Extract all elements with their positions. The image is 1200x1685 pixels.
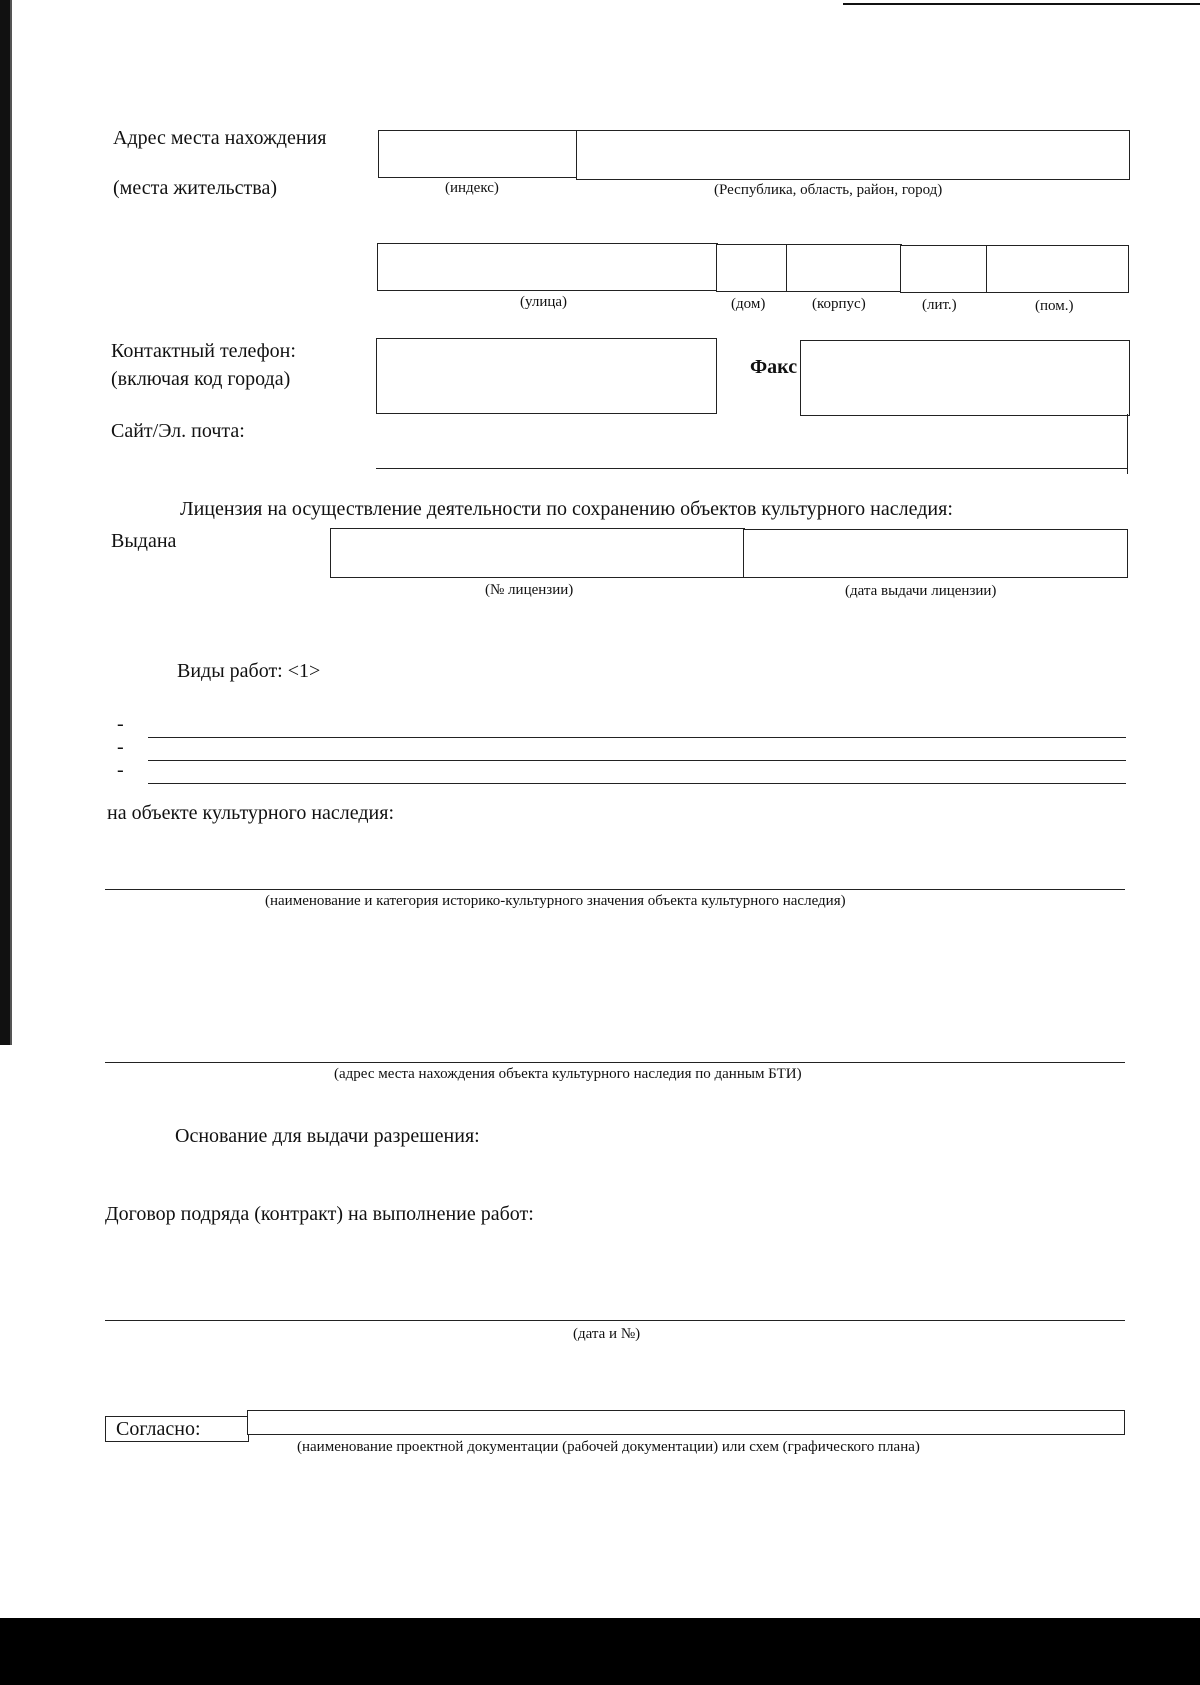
scan-left-edge-thin-line [10, 0, 12, 1045]
fax-label: Факс [750, 356, 798, 378]
contract-label: Договор подряда (контракт) на выполнение работ: [105, 1203, 534, 1225]
region-city-caption: (Республика, область, район, город) [714, 182, 943, 198]
license-date-caption: (дата выдачи лицензии) [845, 583, 997, 599]
work-type-bullet: - [117, 736, 124, 758]
postal-index-field[interactable] [378, 130, 578, 178]
letter-field[interactable] [900, 245, 988, 293]
address-label-line2: (места жительства) [113, 177, 278, 199]
phone-field[interactable] [376, 338, 717, 414]
house-field[interactable] [716, 244, 788, 292]
room-field[interactable] [986, 245, 1129, 293]
heritage-object-name-line[interactable] [105, 889, 1125, 890]
street-caption: (улица) [520, 294, 568, 310]
permit-basis-heading: Основание для выдачи разрешения: [175, 1125, 480, 1147]
work-type-line[interactable] [148, 737, 1126, 738]
agreed-document-field[interactable] [247, 1410, 1125, 1435]
site-email-field[interactable] [376, 468, 1128, 469]
heritage-object-name-caption: (наименование и категория историко-культурного значения объекта культурного наследия) [265, 893, 846, 909]
work-type-line[interactable] [148, 760, 1126, 761]
street-field[interactable] [377, 243, 718, 291]
heritage-object-address-line[interactable] [105, 1062, 1125, 1063]
postal-index-caption: (индекс) [445, 180, 499, 196]
license-heading: Лицензия на осуществление деятельности по сохранению объектов культурного наследия: [180, 498, 953, 520]
house-caption: (дом) [731, 296, 766, 312]
work-type-bullet: - [117, 713, 124, 735]
work-type-bullet: - [117, 759, 124, 781]
phone-label-line1: Контактный телефон: [111, 340, 296, 362]
license-date-field[interactable] [743, 529, 1128, 578]
heritage-object-heading: на объекте культурного наследия: [107, 802, 395, 824]
license-issued-label: Выдана [111, 530, 177, 552]
site-email-field-right-edge [1127, 414, 1128, 474]
fax-field[interactable] [800, 340, 1130, 416]
building-field[interactable] [786, 244, 902, 292]
scan-bottom-band [0, 1618, 1200, 1685]
scan-left-edge-bar [0, 0, 10, 1045]
heritage-object-address-caption: (адрес места нахождения объекта культурного наследия по данным БТИ) [334, 1066, 802, 1082]
contract-caption: (дата и №) [573, 1326, 641, 1342]
room-caption: (пом.) [1035, 298, 1074, 314]
license-number-field[interactable] [330, 528, 745, 578]
address-label-line1: Адрес места нахождения [113, 127, 327, 149]
site-email-label: Сайт/Эл. почта: [111, 420, 245, 442]
region-city-field[interactable] [576, 130, 1130, 180]
contract-line[interactable] [105, 1320, 1125, 1321]
work-types-heading: Виды работ: <1> [177, 660, 321, 682]
scan-top-right-stroke [843, 3, 1200, 5]
letter-caption: (лит.) [922, 297, 957, 313]
agreed-document-caption: (наименование проектной документации (рабочей документации) или схем (графического плана) [297, 1439, 920, 1455]
work-type-line[interactable] [148, 783, 1126, 784]
building-caption: (корпус) [812, 296, 866, 312]
agreed-label: Согласно: [116, 1418, 201, 1440]
license-number-caption: (№ лицензии) [485, 582, 574, 598]
phone-label-line2: (включая код города) [111, 368, 291, 390]
